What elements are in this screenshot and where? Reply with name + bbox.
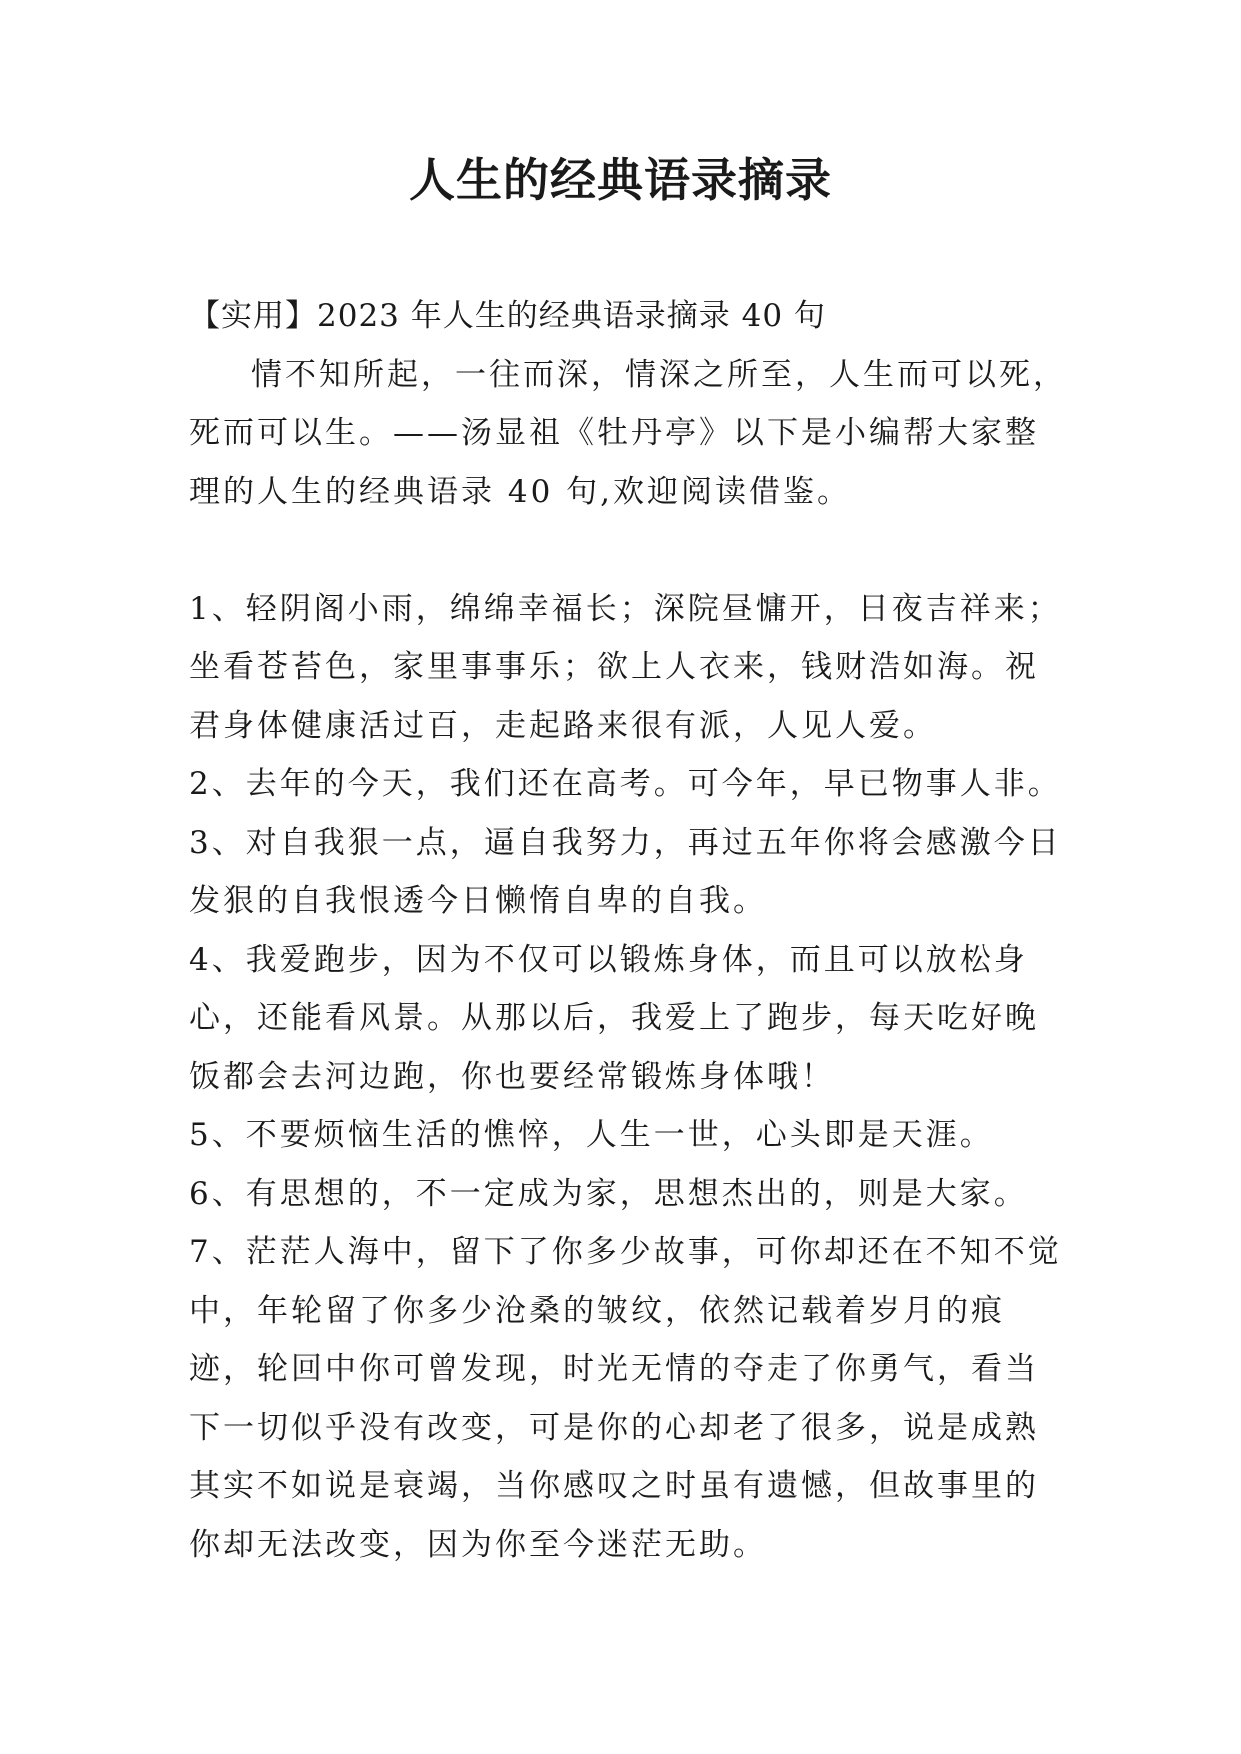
- document-body: [189, 287, 1069, 1574]
- subtitle: 【实用】2023 年人生的经典语录摘录 40 句: [189, 298, 826, 334]
- quote-item: 6、有思想的，不一定成为家，思想杰出的，则是大家。: [189, 1175, 1028, 1212]
- quote-item: 2、去年的今天，我们还在高考。可今年，早已物事人非。: [189, 766, 1062, 802]
- quote-item: 7、茫茫人海中，留下了你多少故事，可你却还在不知不觉中，年轮留了你多少沧桑的皱纹，依然记载着岁月的痕迹，轮回中你可曾发现，时光无情的夺走了你勇气，看当下一切似乎没有改变，可是你的心却老了很多，说是成熟其实不如说是衰竭，当你感叹之时虽有遗憾，但故事里的你却无法改变，因为你至今迷茫无助。: [189, 1234, 1062, 1563]
- page-title: 人生的经典语录摘录: [409, 153, 832, 207]
- quote-item: 3、对自我狠一点，逼自我努力，再过五年你将会感激今日发狠的自我恨透今日懒惰自卑的自我。: [189, 824, 1062, 919]
- quote-item: 4、我爱跑步，因为不仅可以锻炼身体，而且可以放松身心，还能看风景。从那以后，我爱上了跑步，每天吃好晚饭都会去河边跑，你也要经常锻炼身体哦！: [189, 941, 1039, 1095]
- paragraph-spacer: [189, 521, 1069, 580]
- intro-paragraph: 情不知所起，一往而深，情深之所至，人生而可以死，死而可以生。——汤显祖《牡丹亭》以下是小编帮大家整理的人生的经典语录 40 句,欢迎阅读借鉴。: [189, 356, 1067, 510]
- quote-item: 1、轻阴阁小雨，绵绵幸福长；深院昼慵开，日夜吉祥来；坐看苍苔色，家里事事乐；欲上人衣来，钱财浩如海。祝君身体健康活过百，走起路来很有派，人见人爱。: [189, 590, 1062, 744]
- quote-item: 5、不要烦恼生活的憔悴，人生一世，心头即是天涯。: [189, 1117, 994, 1153]
